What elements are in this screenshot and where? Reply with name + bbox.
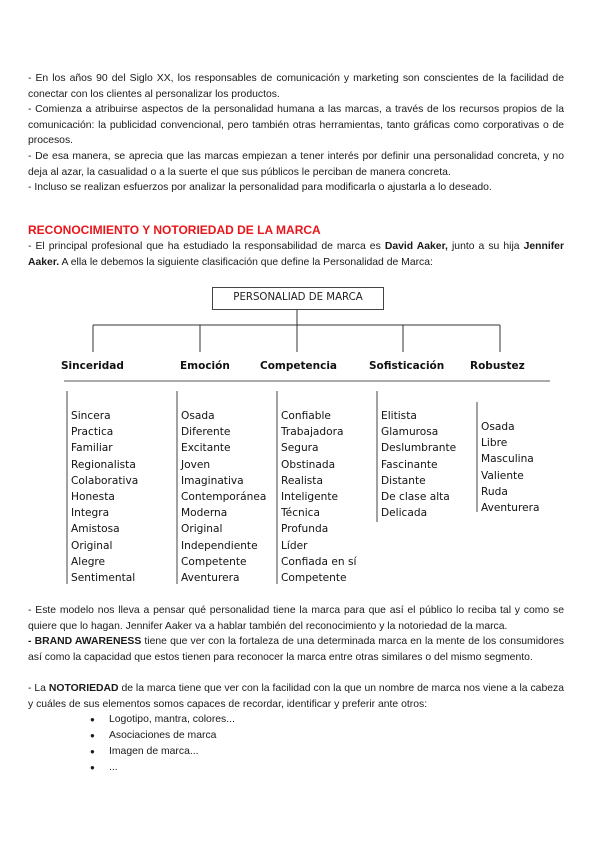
trait: Fascinante bbox=[381, 458, 438, 471]
category-emocion: Emoción bbox=[180, 360, 230, 372]
trait: Técnica bbox=[281, 507, 320, 520]
trait: Colaborativa bbox=[71, 474, 139, 487]
intro-paragraph-4: - Incluso se realizan esfuerzos por analizar la personalidad para modificarla o ajustarla a lo deseado. bbox=[28, 182, 492, 193]
trait: Joven bbox=[181, 458, 211, 471]
trait: Masculina bbox=[481, 453, 534, 466]
aaker-text-a: - El principal profesional que ha estudiado la responsabilidad de marca es bbox=[28, 241, 385, 252]
trait: Glamurosa bbox=[381, 426, 439, 439]
trait: Original bbox=[71, 539, 113, 552]
category-sofisticacion: Sofisticación bbox=[369, 360, 445, 372]
author-jennifer: Jennifer Aaker. bbox=[28, 241, 564, 268]
diagram-root-box: PERSONALIAD DE MARCA bbox=[212, 287, 384, 310]
trait: Honesta bbox=[71, 491, 115, 504]
traits-sofisticacion bbox=[381, 408, 456, 521]
section-heading: RECONOCIMIENTO Y NOTORIEDAD DE LA MARCA bbox=[28, 223, 321, 237]
category-robustez: Robustez bbox=[470, 360, 525, 372]
trait: Osada bbox=[181, 410, 215, 422]
notoriedad-prefix: - La bbox=[28, 683, 49, 694]
trait: Deslumbrante bbox=[381, 442, 457, 455]
trait: Contemporánea bbox=[181, 491, 267, 504]
aaker-text-b: junto a su hija bbox=[447, 241, 524, 252]
notoriedad-label: NOTORIEDAD bbox=[48, 683, 119, 694]
notoriedad-bullets bbox=[90, 712, 235, 776]
trait: Competente bbox=[181, 555, 247, 568]
trait: Competente bbox=[281, 572, 347, 585]
trait: Integra bbox=[71, 507, 110, 520]
trait: Líder bbox=[281, 539, 308, 552]
trait: Trabajadora bbox=[281, 426, 344, 439]
intro-paragraph-2: - Comienza a atribuirse aspectos de la personalidad humana a las marcas, a través de los recursos propios de la comunicación: la publicidad convencional, pero también otras herramientas, tanto gráficas como corporativas o de procesos. bbox=[28, 104, 564, 147]
trait: Diferente bbox=[181, 426, 231, 439]
trait: Valiente bbox=[481, 469, 524, 482]
bullet-item: ● ... bbox=[90, 760, 235, 776]
traits-competencia bbox=[281, 408, 356, 586]
trait: Delicada bbox=[381, 507, 428, 520]
trait: Segura bbox=[281, 442, 319, 455]
trait: Aventurera bbox=[481, 502, 540, 515]
intro-paragraph-1: - En los años 90 del Siglo XX, los responsables de comunicación y marketing son conscientes de la facilidad de conectar con los clientes al personalizar los productos. bbox=[28, 73, 564, 100]
trait: Moderna bbox=[181, 507, 228, 520]
traits-emocion bbox=[181, 408, 266, 586]
trait: Distante bbox=[381, 474, 426, 487]
trait: Familiar bbox=[71, 442, 113, 455]
traits-sinceridad bbox=[71, 408, 138, 586]
trait: Inteligente bbox=[281, 491, 339, 504]
trait: Original bbox=[181, 523, 223, 536]
trait: Alegre bbox=[71, 555, 106, 568]
trait: Regionalista bbox=[71, 458, 136, 471]
trait: Imaginativa bbox=[181, 474, 244, 487]
notoriedad-paragraph bbox=[28, 681, 564, 712]
trait: Amistosa bbox=[71, 523, 120, 536]
category-sinceridad: Sinceridad bbox=[61, 360, 124, 372]
trait: Obstinada bbox=[281, 458, 336, 471]
trait: Libre bbox=[481, 437, 508, 450]
intro-paragraph-3: - De esa manera, se aprecia que las marcas empiezan a tener interés por definir una personalidad concreta, y no deja al azar, la casualidad o a la suerte el que sus públicos le perciban de manera concreta. bbox=[28, 151, 564, 178]
traits-robustez bbox=[481, 419, 539, 516]
trait: Realista bbox=[281, 474, 323, 487]
trait: Ruda bbox=[481, 485, 508, 498]
brand-awareness-paragraph bbox=[28, 634, 564, 665]
trait: Sincera bbox=[71, 410, 111, 422]
trait: Practica bbox=[71, 426, 114, 439]
brand-awareness-label: - BRAND AWARENESS bbox=[28, 636, 142, 647]
trait: Profunda bbox=[281, 523, 329, 536]
trait: Elitista bbox=[381, 410, 417, 422]
trait: Independiente bbox=[181, 539, 258, 552]
model-paragraph: - Este modelo nos lleva a pensar qué personalidad tiene la marca para que así el público lo reciba tal y como se quiere que lo hagan. Jennifer Aaker va a hablar también del reconocimiento y la notoriedad de la marca. bbox=[28, 605, 564, 632]
bullet-item: ● Logotipo, mantra, colores... bbox=[90, 712, 235, 728]
bullet-item: ● Asociaciones de marca bbox=[90, 728, 235, 744]
trait: Confiada en sí bbox=[281, 555, 357, 568]
trait: De clase alta bbox=[381, 491, 450, 504]
trait: Aventurera bbox=[181, 572, 240, 585]
category-competencia: Competencia bbox=[260, 360, 338, 372]
trait: Sentimental bbox=[71, 572, 136, 585]
bullet-item: ● Imagen de marca... bbox=[90, 744, 235, 760]
trait: Excitante bbox=[181, 442, 231, 455]
author-david: David Aaker, bbox=[384, 241, 448, 252]
trait: Osada bbox=[481, 421, 515, 433]
brand-awareness-text: tiene que ver con la fortaleza de una determinada marca en la mente de los consumidores así como la capacidad que estos tienen para reconocer la marca entre otras similares o del mismo segmento. bbox=[28, 636, 564, 663]
trait: Confiable bbox=[281, 410, 331, 422]
notoriedad-text: de la marca tiene que ver con la facilidad con la que un nombre de marca nos viene a la cabeza y cuáles de sus elementos somos capaces de recordar, identificar y preferir ante otros: bbox=[28, 683, 564, 710]
aaker-text-c: A ella le debemos la siguiente clasificación que define la Personalidad de Marca: bbox=[59, 256, 433, 268]
